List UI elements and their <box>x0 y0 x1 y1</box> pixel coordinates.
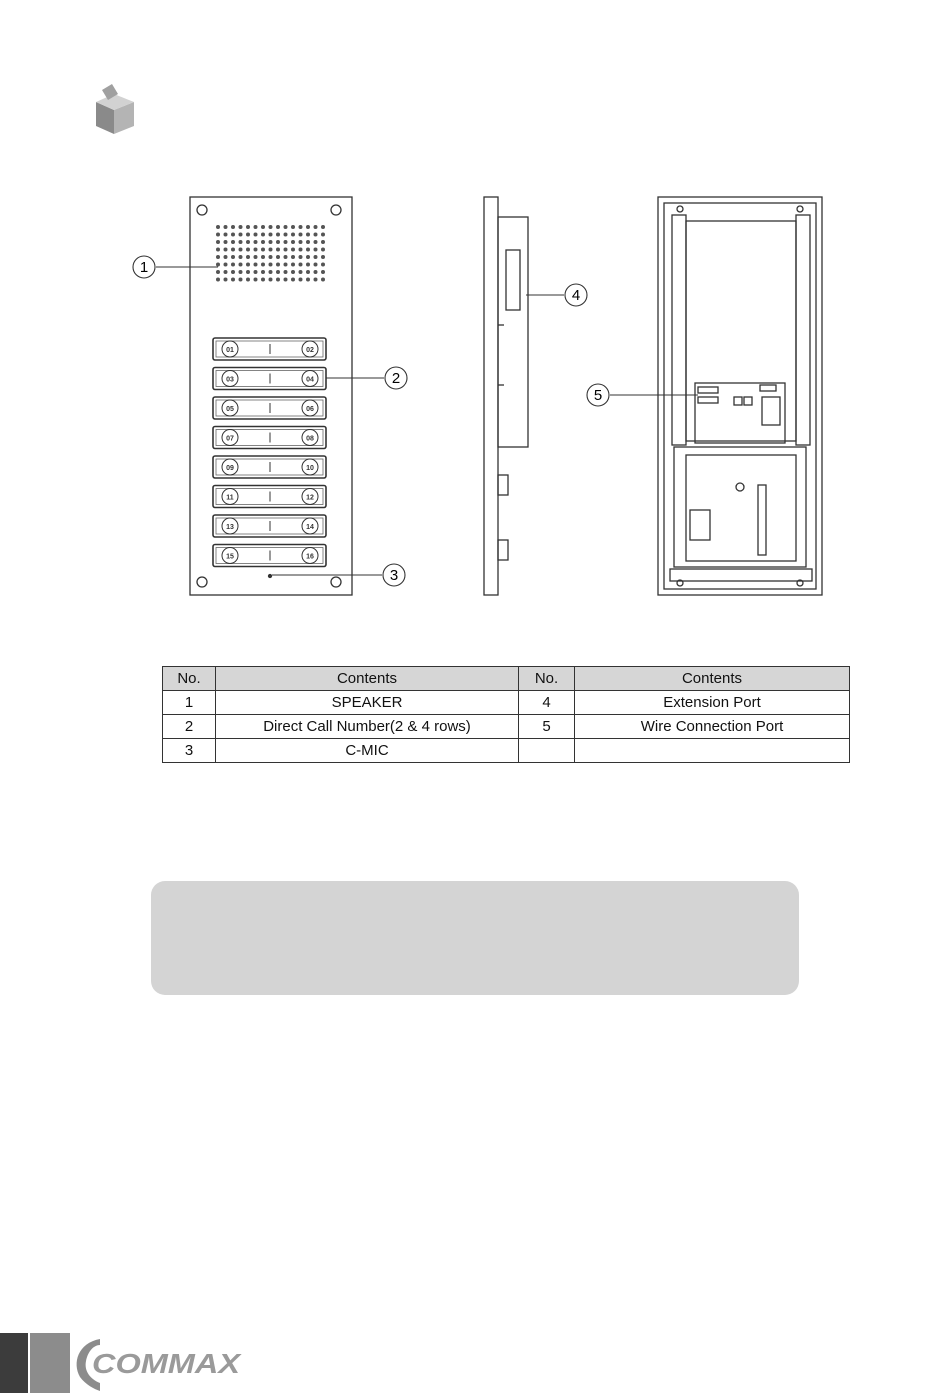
speaker-hole <box>269 255 273 259</box>
callout-2: 2 <box>391 370 401 387</box>
speaker-grille <box>216 225 325 282</box>
speaker-hole <box>276 240 280 244</box>
speaker-hole <box>261 255 265 259</box>
speaker-hole <box>239 278 243 282</box>
call-button-label: 10 <box>306 465 314 472</box>
call-button <box>213 368 326 390</box>
speaker-hole <box>306 240 310 244</box>
call-button <box>213 427 326 449</box>
speaker-hole <box>246 240 250 244</box>
table-cell: SPEAKER <box>216 691 519 715</box>
speaker-hole <box>224 255 228 259</box>
speaker-hole <box>224 263 228 267</box>
speaker-hole <box>269 240 273 244</box>
speaker-hole <box>231 240 235 244</box>
speaker-hole <box>224 270 228 274</box>
call-button-label: 02 <box>306 347 314 354</box>
call-button-label: 12 <box>306 494 314 502</box>
speaker-hole <box>254 248 258 252</box>
speaker-hole <box>314 270 318 274</box>
speaker-hole <box>239 248 243 252</box>
col-header-contents: Contents <box>216 667 519 691</box>
table-cell: 3 <box>163 739 216 763</box>
table-cell: 4 <box>519 691 575 715</box>
speaker-hole <box>284 240 288 244</box>
logo-text: COMMAX <box>92 1348 243 1379</box>
speaker-hole <box>231 270 235 274</box>
speaker-hole <box>314 263 318 267</box>
callout-markers <box>133 256 609 586</box>
note-box <box>151 881 799 995</box>
speaker-hole <box>231 263 235 267</box>
call-button-label: 08 <box>306 435 314 443</box>
speaker-hole <box>306 248 310 252</box>
speaker-hole <box>276 255 280 259</box>
parts-table <box>162 666 850 763</box>
speaker-hole <box>254 270 258 274</box>
speaker-hole <box>291 263 295 267</box>
speaker-hole <box>306 278 310 282</box>
speaker-hole <box>314 278 318 282</box>
speaker-hole <box>231 225 235 229</box>
table-cell: Direct Call Number(2 & 4 rows) <box>216 715 519 739</box>
speaker-hole <box>239 255 243 259</box>
speaker-hole <box>284 270 288 274</box>
speaker-hole <box>239 263 243 267</box>
speaker-hole <box>299 263 303 267</box>
speaker-hole <box>291 233 295 237</box>
table-cell: Wire Connection Port <box>575 715 850 739</box>
speaker-hole <box>269 278 273 282</box>
callout-3: 3 <box>389 567 399 584</box>
speaker-hole <box>216 225 220 229</box>
speaker-hole <box>269 248 273 252</box>
commax-logo <box>70 1333 245 1393</box>
call-button <box>213 486 326 508</box>
call-button <box>213 338 326 360</box>
callout-1: 1 <box>139 259 149 276</box>
speaker-hole <box>314 255 318 259</box>
call-button-label: 13 <box>226 524 234 531</box>
speaker-hole <box>321 263 325 267</box>
table-cell: C-MIC <box>216 739 519 763</box>
col-header-no: No. <box>163 667 216 691</box>
call-button-label: 11 <box>226 494 234 502</box>
speaker-hole <box>261 263 265 267</box>
speaker-hole <box>299 225 303 229</box>
table-cell <box>575 739 850 763</box>
speaker-hole <box>306 270 310 274</box>
speaker-hole <box>246 278 250 282</box>
front-view <box>190 197 352 595</box>
speaker-hole <box>314 225 318 229</box>
speaker-hole <box>231 233 235 237</box>
call-button <box>213 515 326 537</box>
speaker-hole <box>246 270 250 274</box>
speaker-hole <box>254 263 258 267</box>
speaker-hole <box>246 263 250 267</box>
call-button-label: 03 <box>226 376 234 384</box>
footer-bar-mid <box>30 1333 70 1393</box>
speaker-hole <box>291 255 295 259</box>
speaker-hole <box>239 225 243 229</box>
speaker-hole <box>246 255 250 259</box>
speaker-hole <box>291 278 295 282</box>
call-button-label: 14 <box>306 524 314 531</box>
speaker-hole <box>224 248 228 252</box>
speaker-hole <box>299 233 303 237</box>
speaker-hole <box>321 225 325 229</box>
speaker-hole <box>216 255 220 259</box>
call-button-label: 07 <box>226 435 234 443</box>
speaker-hole <box>269 233 273 237</box>
speaker-hole <box>261 278 265 282</box>
call-button-label: 05 <box>226 406 234 413</box>
speaker-hole <box>239 270 243 274</box>
speaker-hole <box>306 233 310 237</box>
speaker-hole <box>306 255 310 259</box>
speaker-hole <box>276 278 280 282</box>
rear-view <box>658 197 822 595</box>
speaker-hole <box>216 270 220 274</box>
speaker-hole <box>284 248 288 252</box>
speaker-hole <box>284 255 288 259</box>
speaker-hole <box>299 240 303 244</box>
speaker-hole <box>276 225 280 229</box>
col-header-contents: Contents <box>575 667 850 691</box>
side-view <box>484 197 528 595</box>
speaker-hole <box>261 233 265 237</box>
product-diagram <box>120 185 840 610</box>
speaker-hole <box>299 270 303 274</box>
speaker-hole <box>299 278 303 282</box>
speaker-hole <box>291 240 295 244</box>
speaker-hole <box>216 240 220 244</box>
speaker-hole <box>239 233 243 237</box>
call-button <box>213 545 326 567</box>
speaker-hole <box>269 270 273 274</box>
footer-bar-dark <box>0 1333 28 1393</box>
speaker-hole <box>224 278 228 282</box>
speaker-hole <box>246 225 250 229</box>
speaker-hole <box>299 248 303 252</box>
speaker-hole <box>231 255 235 259</box>
speaker-hole <box>276 248 280 252</box>
speaker-hole <box>224 225 228 229</box>
speaker-hole <box>276 270 280 274</box>
speaker-hole <box>216 263 220 267</box>
speaker-hole <box>261 248 265 252</box>
package-box-icon <box>88 80 140 136</box>
call-button-label: 15 <box>226 553 234 561</box>
speaker-hole <box>216 248 220 252</box>
mic-hole <box>269 575 272 578</box>
speaker-hole <box>314 233 318 237</box>
speaker-hole <box>261 270 265 274</box>
speaker-hole <box>321 255 325 259</box>
speaker-hole <box>269 225 273 229</box>
speaker-hole <box>224 233 228 237</box>
table-cell: 2 <box>163 715 216 739</box>
speaker-hole <box>321 233 325 237</box>
speaker-hole <box>269 263 273 267</box>
speaker-hole <box>284 233 288 237</box>
speaker-hole <box>284 225 288 229</box>
col-header-no: No. <box>519 667 575 691</box>
call-button <box>213 397 326 419</box>
call-button-label: 16 <box>306 553 314 561</box>
speaker-hole <box>321 270 325 274</box>
table-cell: Extension Port <box>575 691 850 715</box>
speaker-hole <box>216 278 220 282</box>
speaker-hole <box>321 278 325 282</box>
table-cell: 1 <box>163 691 216 715</box>
speaker-hole <box>314 240 318 244</box>
table-row <box>163 691 850 715</box>
speaker-hole <box>299 255 303 259</box>
speaker-hole <box>254 225 258 229</box>
speaker-hole <box>246 233 250 237</box>
speaker-hole <box>231 278 235 282</box>
speaker-hole <box>314 248 318 252</box>
call-button <box>213 456 326 478</box>
speaker-hole <box>276 233 280 237</box>
call-button-label: 06 <box>306 406 314 413</box>
speaker-hole <box>291 270 295 274</box>
speaker-hole <box>276 263 280 267</box>
speaker-hole <box>284 263 288 267</box>
table-header-row <box>163 667 850 691</box>
call-button-label: 09 <box>226 465 234 472</box>
callout-5: 5 <box>593 387 603 404</box>
speaker-hole <box>291 225 295 229</box>
callout-4: 4 <box>571 287 581 304</box>
call-button-label: 04 <box>306 376 314 384</box>
speaker-hole <box>291 248 295 252</box>
speaker-hole <box>239 240 243 244</box>
speaker-hole <box>216 233 220 237</box>
speaker-hole <box>306 263 310 267</box>
table-row <box>163 739 850 763</box>
speaker-hole <box>254 278 258 282</box>
table-row <box>163 715 850 739</box>
speaker-hole <box>231 248 235 252</box>
call-buttons <box>213 338 326 567</box>
speaker-hole <box>254 240 258 244</box>
speaker-hole <box>261 225 265 229</box>
footer-bar <box>0 1333 70 1393</box>
speaker-hole <box>224 240 228 244</box>
table-cell <box>519 739 575 763</box>
speaker-hole <box>284 278 288 282</box>
speaker-hole <box>246 248 250 252</box>
speaker-hole <box>321 240 325 244</box>
speaker-hole <box>254 255 258 259</box>
speaker-hole <box>306 225 310 229</box>
call-button-label: 01 <box>226 347 234 354</box>
speaker-hole <box>321 248 325 252</box>
speaker-hole <box>254 233 258 237</box>
speaker-hole <box>261 240 265 244</box>
table-cell: 5 <box>519 715 575 739</box>
